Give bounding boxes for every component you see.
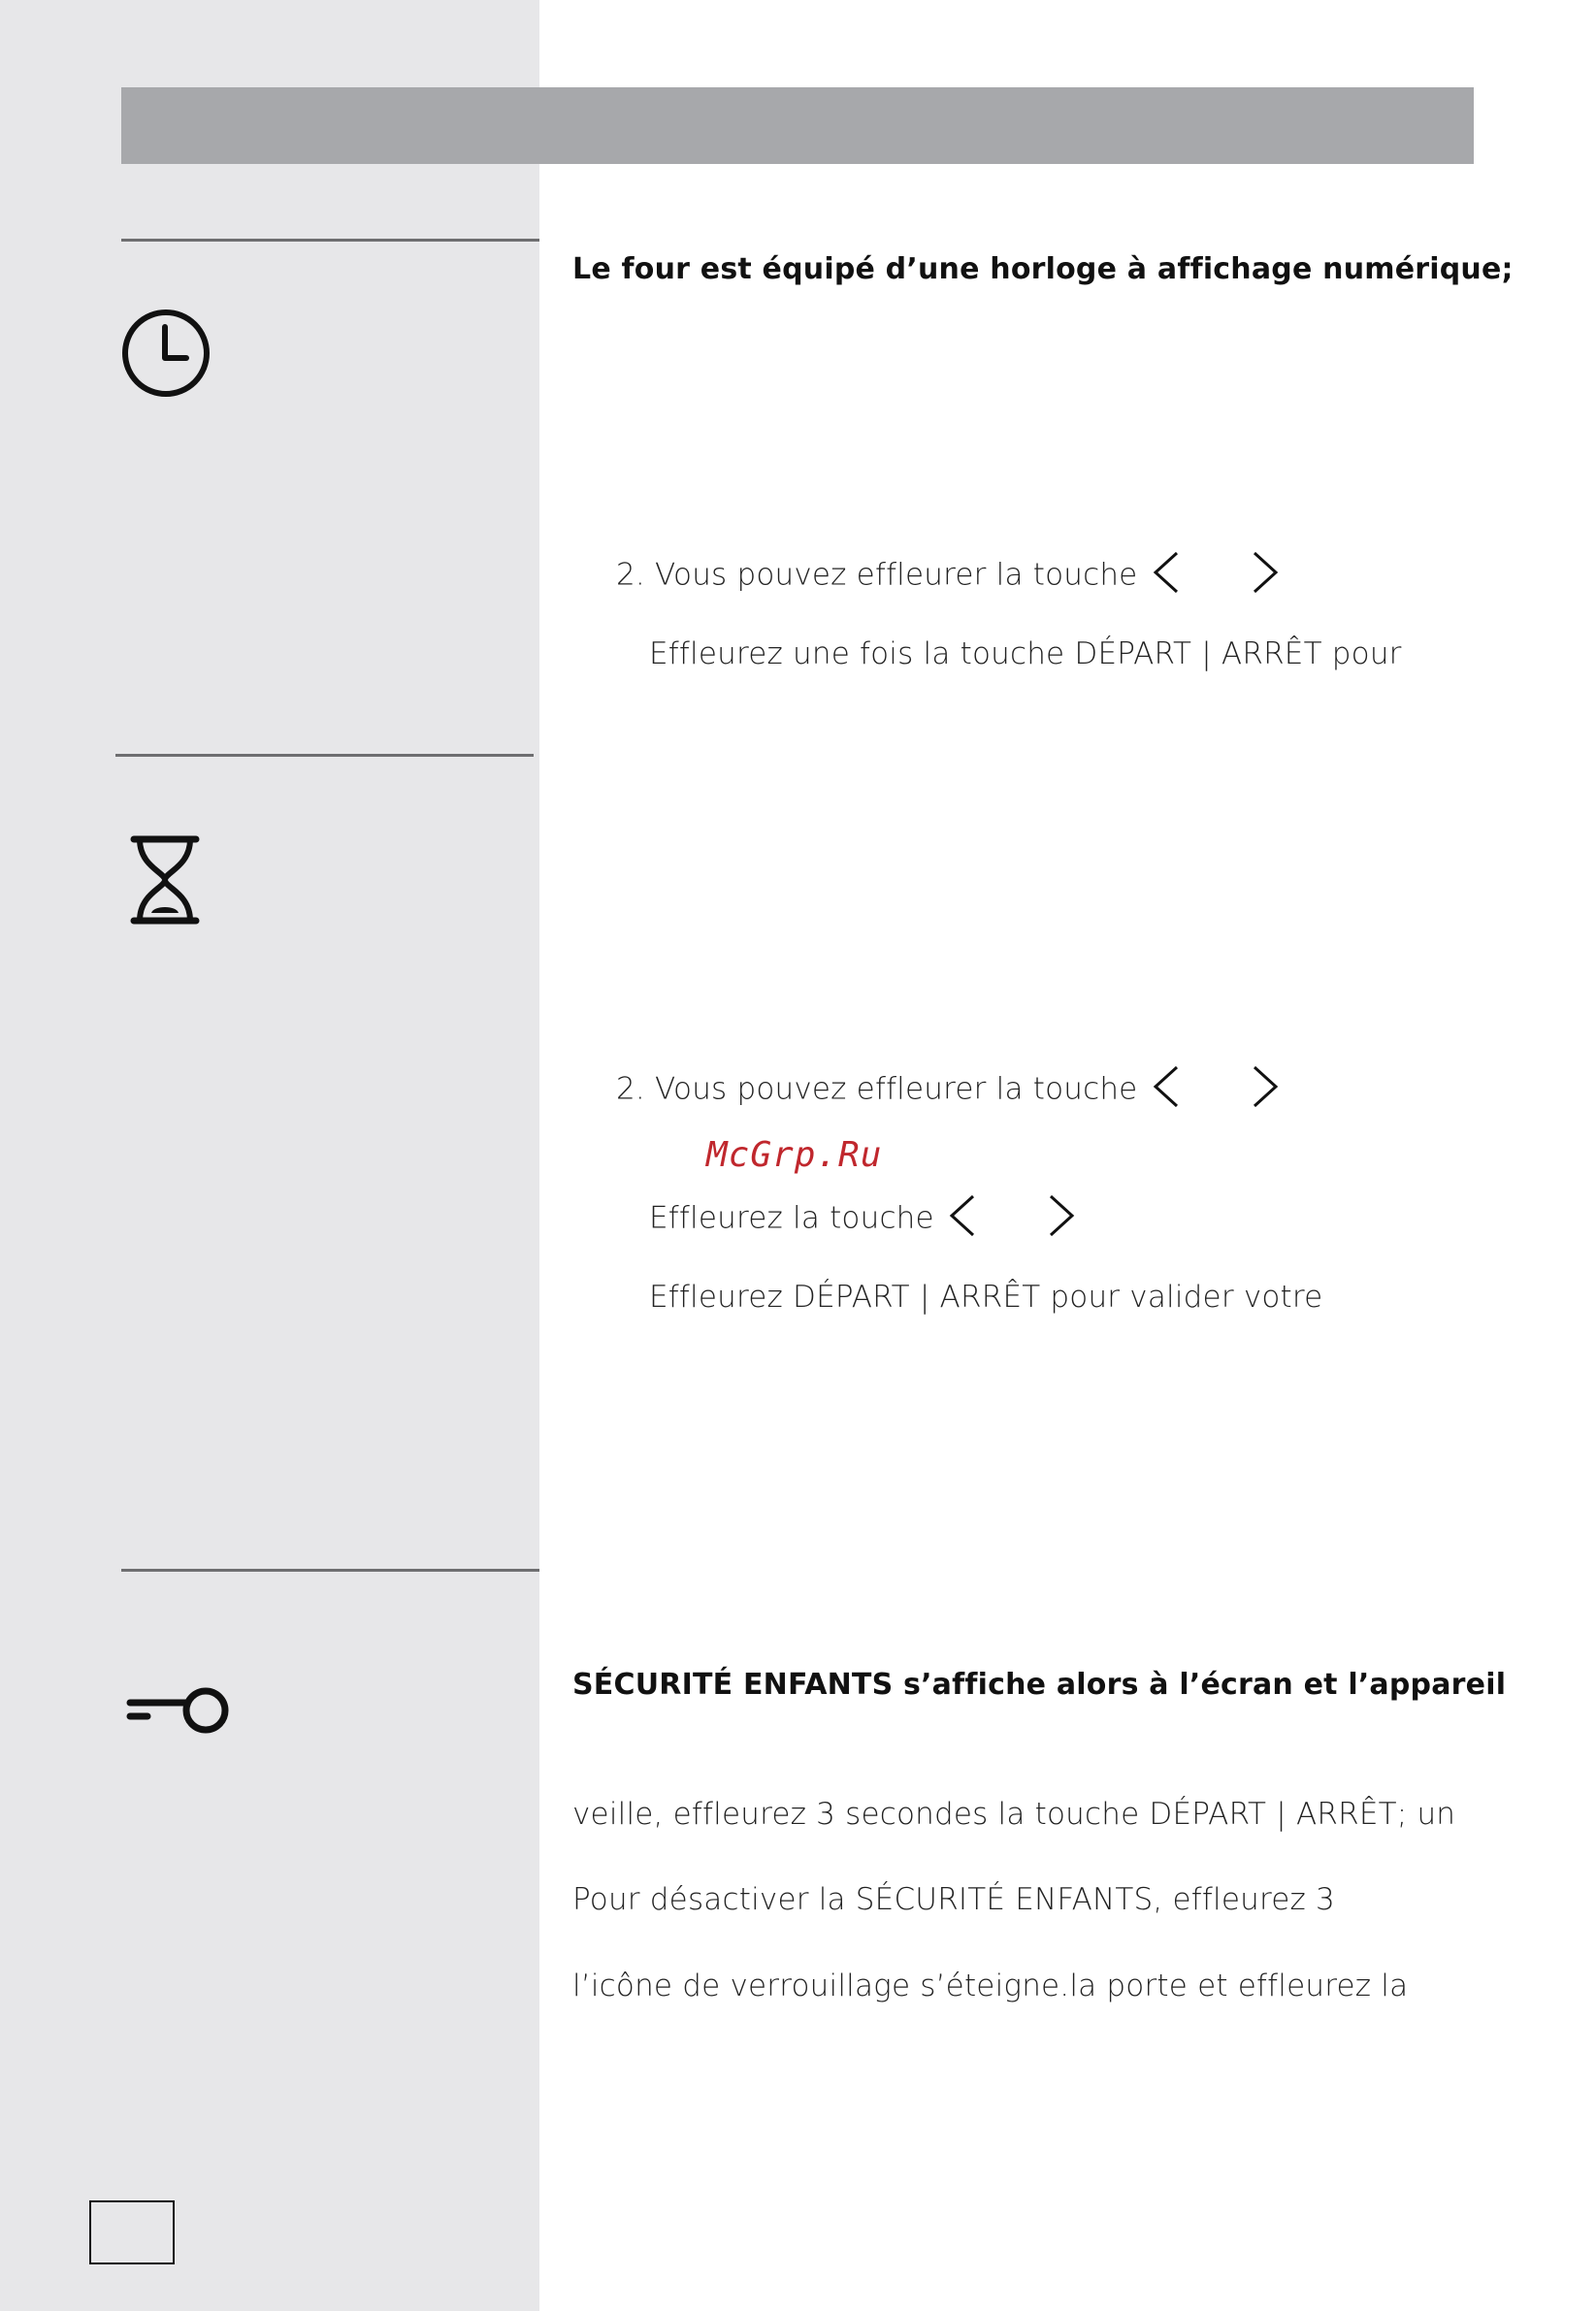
arrow-buttons [1148, 1062, 1284, 1119]
clock-intro: Le four est équipé d’une horloge à affichage numérique; [572, 252, 1514, 286]
arrow-buttons [1148, 548, 1284, 604]
child-lock-line-2: Pour désactiver la SÉCURITÉ ENFANTS, effleurez 3 [572, 1882, 1335, 1917]
child-lock-line-3: l’icône de verrouillage s’éteigne.la porte et effleurez la [572, 1969, 1409, 2003]
hourglass-icon [128, 833, 202, 930]
section-divider-timer [115, 754, 534, 757]
timer-step-2-text: 2. Vous pouvez effleurer la touche [616, 1071, 1138, 1107]
child-lock-line-1: veille, effleurez 3 secondes la touche DÉPART | ARRÊT; un [572, 1797, 1456, 1832]
watermark: McGrp.Ru [706, 1135, 883, 1175]
chevron-left-icon [1156, 553, 1177, 592]
page-number-box [89, 2200, 175, 2264]
child-lock-intro: SÉCURITÉ ENFANTS s’affiche alors à l’écran et l’appareil [572, 1668, 1507, 1702]
key-icon [124, 1683, 233, 1745]
sidebar-panel [0, 0, 539, 2311]
clock-confirm: Effleurez une fois la touche DÉPART | ARRÊT pour [649, 636, 1402, 671]
timer-touch-text: Effleurez la touche [649, 1200, 934, 1236]
header-band [121, 87, 1474, 164]
clock-icon [120, 308, 212, 403]
chevron-right-icon [1254, 1067, 1276, 1106]
timer-step-2 [616, 1062, 1284, 1119]
timer-touch [649, 1191, 1080, 1248]
timer-confirm: Effleurez DÉPART | ARRÊT pour valider votre [649, 1280, 1323, 1315]
clock-step-2 [616, 548, 1284, 604]
chevron-right-icon [1254, 553, 1276, 592]
section-divider-clock [121, 239, 539, 242]
clock-step-2-text: 2. Vous pouvez effleurer la touche [616, 557, 1138, 593]
chevron-left-icon [952, 1196, 973, 1235]
chevron-left-icon [1156, 1067, 1177, 1106]
arrow-buttons [944, 1191, 1080, 1248]
chevron-right-icon [1051, 1196, 1072, 1235]
section-divider-child-lock [121, 1569, 539, 1572]
